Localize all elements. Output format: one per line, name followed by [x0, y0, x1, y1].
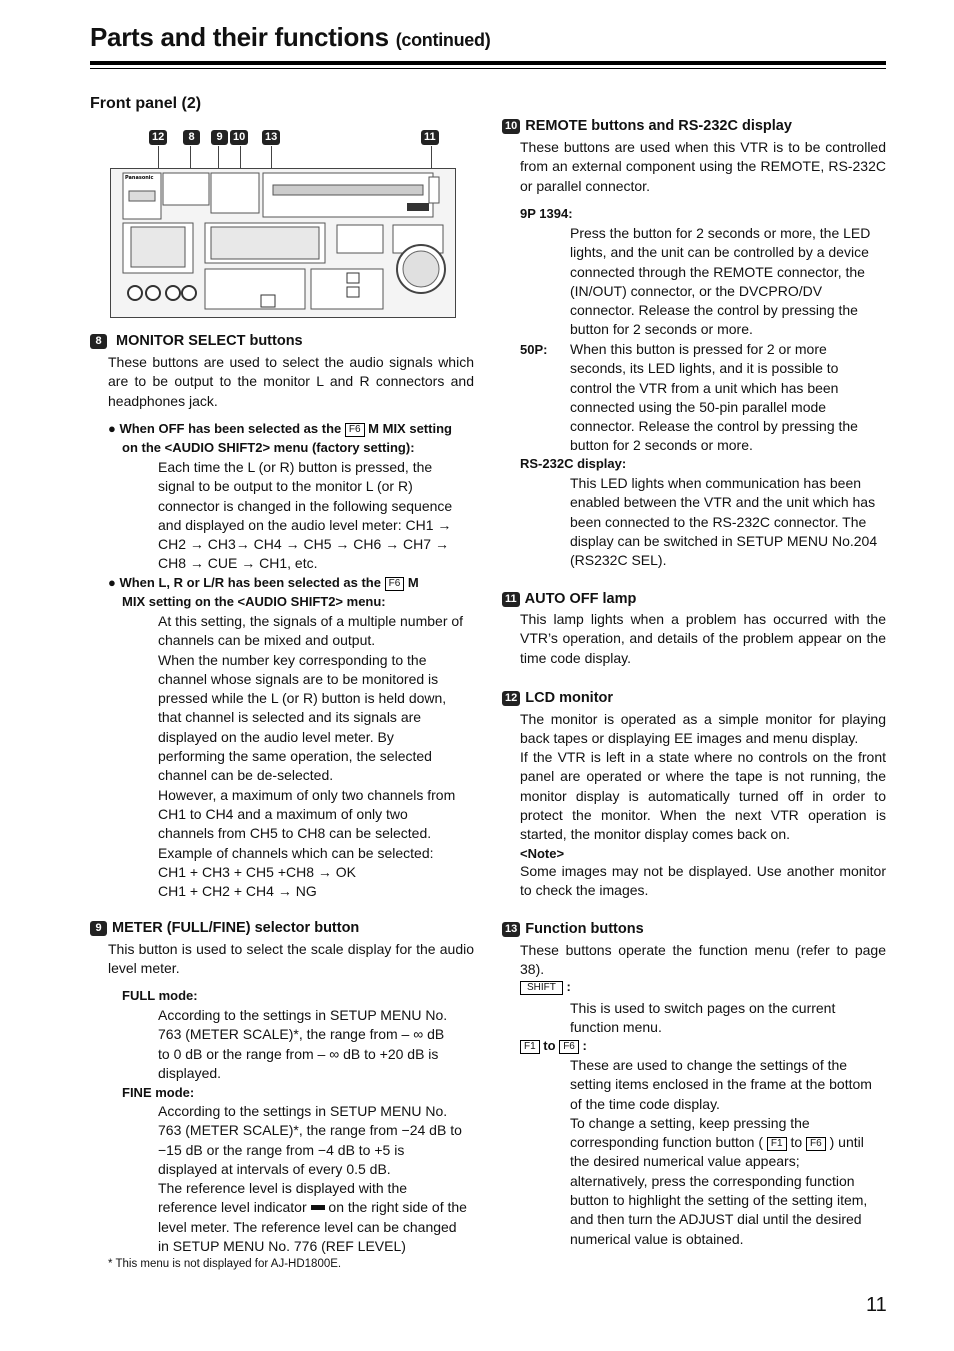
f6-key-label: F6 — [559, 1040, 579, 1054]
item-8-bullet-1: ● When OFF has been selected as the F6 M MIX setting on the <AUDIO SHIFT2> menu (factory setting): — [108, 421, 452, 455]
item-12-body-1: The monitor is operated as a simple monitor for playing back tapes or displaying EE images and menu display. — [520, 711, 886, 747]
item-8-heading: 8 MONITOR SELECT buttons — [90, 333, 303, 349]
item-9-badge: 9 — [90, 921, 107, 936]
vtr-drawing — [111, 169, 455, 317]
callout-8: 8 — [183, 130, 200, 145]
rs232c-text: This LED lights when communication has been enabled between the VTR and the unit which has been connected to the RS-232C connector. The display can be switched in SETUP MENU No.204 (RS232C SEL). — [570, 475, 878, 569]
50p-label: 50P: — [520, 342, 548, 357]
fine-mode-text: According to the settings in SETUP MENU No. 763 (METER SCALE)*, the range from −24 dB to −15 dB or the range from −4 dB to +5 is displayed at intervals of every 0.5 dB. The reference level is displayed with the reference level indicator on the right side of the level meter. The reference level can be changed in SETUP MENU No. 776 (REF LEVEL) — [158, 1103, 467, 1255]
item-8-bullet-1-text: Each time the L (or R) button is pressed, the signal to be output to the monitor L (or R) connector is changed in the following sequence and displayed on the audio level meter: CH1 → CH2 → CH3→ CH4 → CH5 → CH6 → CH7 → CH8 → CUE → CH1, etc. — [158, 459, 453, 572]
50p-text: When this button is pressed for 2 or more seconds, its LED lights, and it is possible to control the VTR from a unit which has been connected using the 50-pin parallel mode connector. Release the control by pressing the button for 2 seconds or more. — [570, 341, 858, 454]
item-12-heading: 12 LCD monitor — [502, 690, 613, 706]
item-10-badge: 10 — [502, 119, 520, 134]
item-9-heading: 9 METER (FULL/FINE) selector button — [90, 920, 359, 936]
item-10-heading: 10 REMOTE buttons and RS-232C display — [502, 118, 792, 134]
item-8-bullet-2-text: At this setting, the signals of a multiple number of channels can be mixed and output. When the number key corresponding to the channel whose signals are to be monitored is pressed while the L (or R) button is held down, that channel is selected and its signals are displayed on the audio level meter. By performing the same operation, the selected channel can be de-selected. However, a maximum of only two channels from CH1 to CH4 and a maximum of only two channels from CH5 to CH8 can be selected. Example of channels which can be selected: CH1 + CH3 + CH5 +CH8 → OK CH1 + CH2 + CH4 → NG — [158, 613, 464, 900]
header-rule-thin — [90, 68, 886, 69]
item-8-body: These buttons are used to select the audio signals which are to be output to the monitor L and R connectors and headphones jack. — [108, 354, 474, 409]
reference-level-indicator-icon — [311, 1205, 325, 1210]
callout-9: 9 — [211, 130, 228, 145]
f1-f6-text: These are used to change the settings of the setting items enclosed in the frame at the bottom of the time code display. To change a setting, keep pressing the corresponding function button ( F1 to F6 ) until the desired numerical value appears; alternatively, press the corresponding function button to highlight the setting of the setting item, and then turn the ADJUST dial until the desired numerical value is obtained. — [570, 1057, 872, 1247]
f6-key-label: F6 — [385, 577, 405, 591]
full-mode-text: According to the settings in SETUP MENU No. 763 (METER SCALE)*, the range from – ∞ dB to 0 dB or the range from – ∞ dB to +20 dB is displayed. — [158, 1007, 448, 1081]
9p1394-text: Press the button for 2 seconds or more, the LED lights, and the unit can be controlled by a device connected through the REMOTE connector, the (IN/OUT) connector, or the DVCPRO/DV connector. Release the control by pressing the button for 2 seconds or more. — [570, 225, 871, 338]
shift-key-label: SHIFT — [520, 981, 563, 995]
fine-mode-label: FINE mode: — [122, 1085, 195, 1100]
item-11-badge: 11 — [502, 592, 520, 607]
item-13-badge: 13 — [502, 922, 520, 937]
callout-10: 10 — [230, 130, 248, 145]
item-10-body: These buttons are used when this VTR is to be controlled from an external component using the REMOTE, RS-232C or parallel connector. — [520, 139, 886, 194]
f1-key-label: F1 — [767, 1137, 787, 1151]
page-title: Parts and their functions (continued) — [90, 22, 491, 52]
header-rule — [90, 61, 886, 65]
9p1394-label: 9P 1394: — [520, 206, 573, 221]
callout-12: 12 — [149, 130, 167, 145]
item-11-heading: 11 AUTO OFF lamp — [502, 591, 636, 607]
f6-key-label: F6 — [345, 423, 365, 437]
item-8-bullet-2: ● When L, R or L/R has been selected as the F6 M MIX setting on the <AUDIO SHIFT2> menu: — [108, 575, 419, 609]
callout-11: 11 — [421, 130, 439, 145]
note-text: Some images may not be displayed. Use another monitor to check the images. — [520, 863, 886, 899]
page-number: 11 — [866, 1294, 887, 1316]
callout-13: 13 — [262, 130, 280, 145]
item-9-body: This button is used to select the scale display for the audio level meter. — [108, 941, 474, 977]
item-13-body: These buttons operate the function menu (refer to page 38). — [520, 942, 886, 978]
rs232c-label: RS-232C display: — [520, 456, 627, 471]
shift-text: This is used to switch pages on the current function menu. — [570, 1000, 836, 1036]
brand-logo: Panasonic — [125, 175, 154, 181]
item-8-badge: 8 — [90, 334, 107, 349]
section-title: Front panel (2) — [90, 95, 202, 112]
item-13-heading: 13 Function buttons — [502, 921, 644, 937]
item-12-body-2: If the VTR is left in a state where no controls on the front panel are operated or where the tape is not running, the monitor display is automatically turned off in order to protect the monitor. When the next VTR operation is started, the monitor display comes back on. — [520, 749, 886, 843]
note-label: <Note> — [520, 846, 565, 861]
shift-key-row: SHIFT : — [520, 979, 571, 995]
f1-f6-key-row: F1 to F6 : — [520, 1038, 587, 1054]
item-12-badge: 12 — [502, 691, 520, 706]
f1-key-label: F1 — [520, 1040, 540, 1054]
item-11-body: This lamp lights when a problem has occurred with the VTR’s operation, and details of the problem appear on the time code display. — [520, 611, 886, 666]
f6-key-label: F6 — [806, 1137, 826, 1151]
title-continued: (continued) — [395, 30, 491, 50]
footnote: * This menu is not displayed for AJ-HD1800E. — [108, 1258, 342, 1270]
vtr-front-panel-illustration — [110, 168, 456, 318]
full-mode-label: FULL mode: — [122, 988, 198, 1003]
